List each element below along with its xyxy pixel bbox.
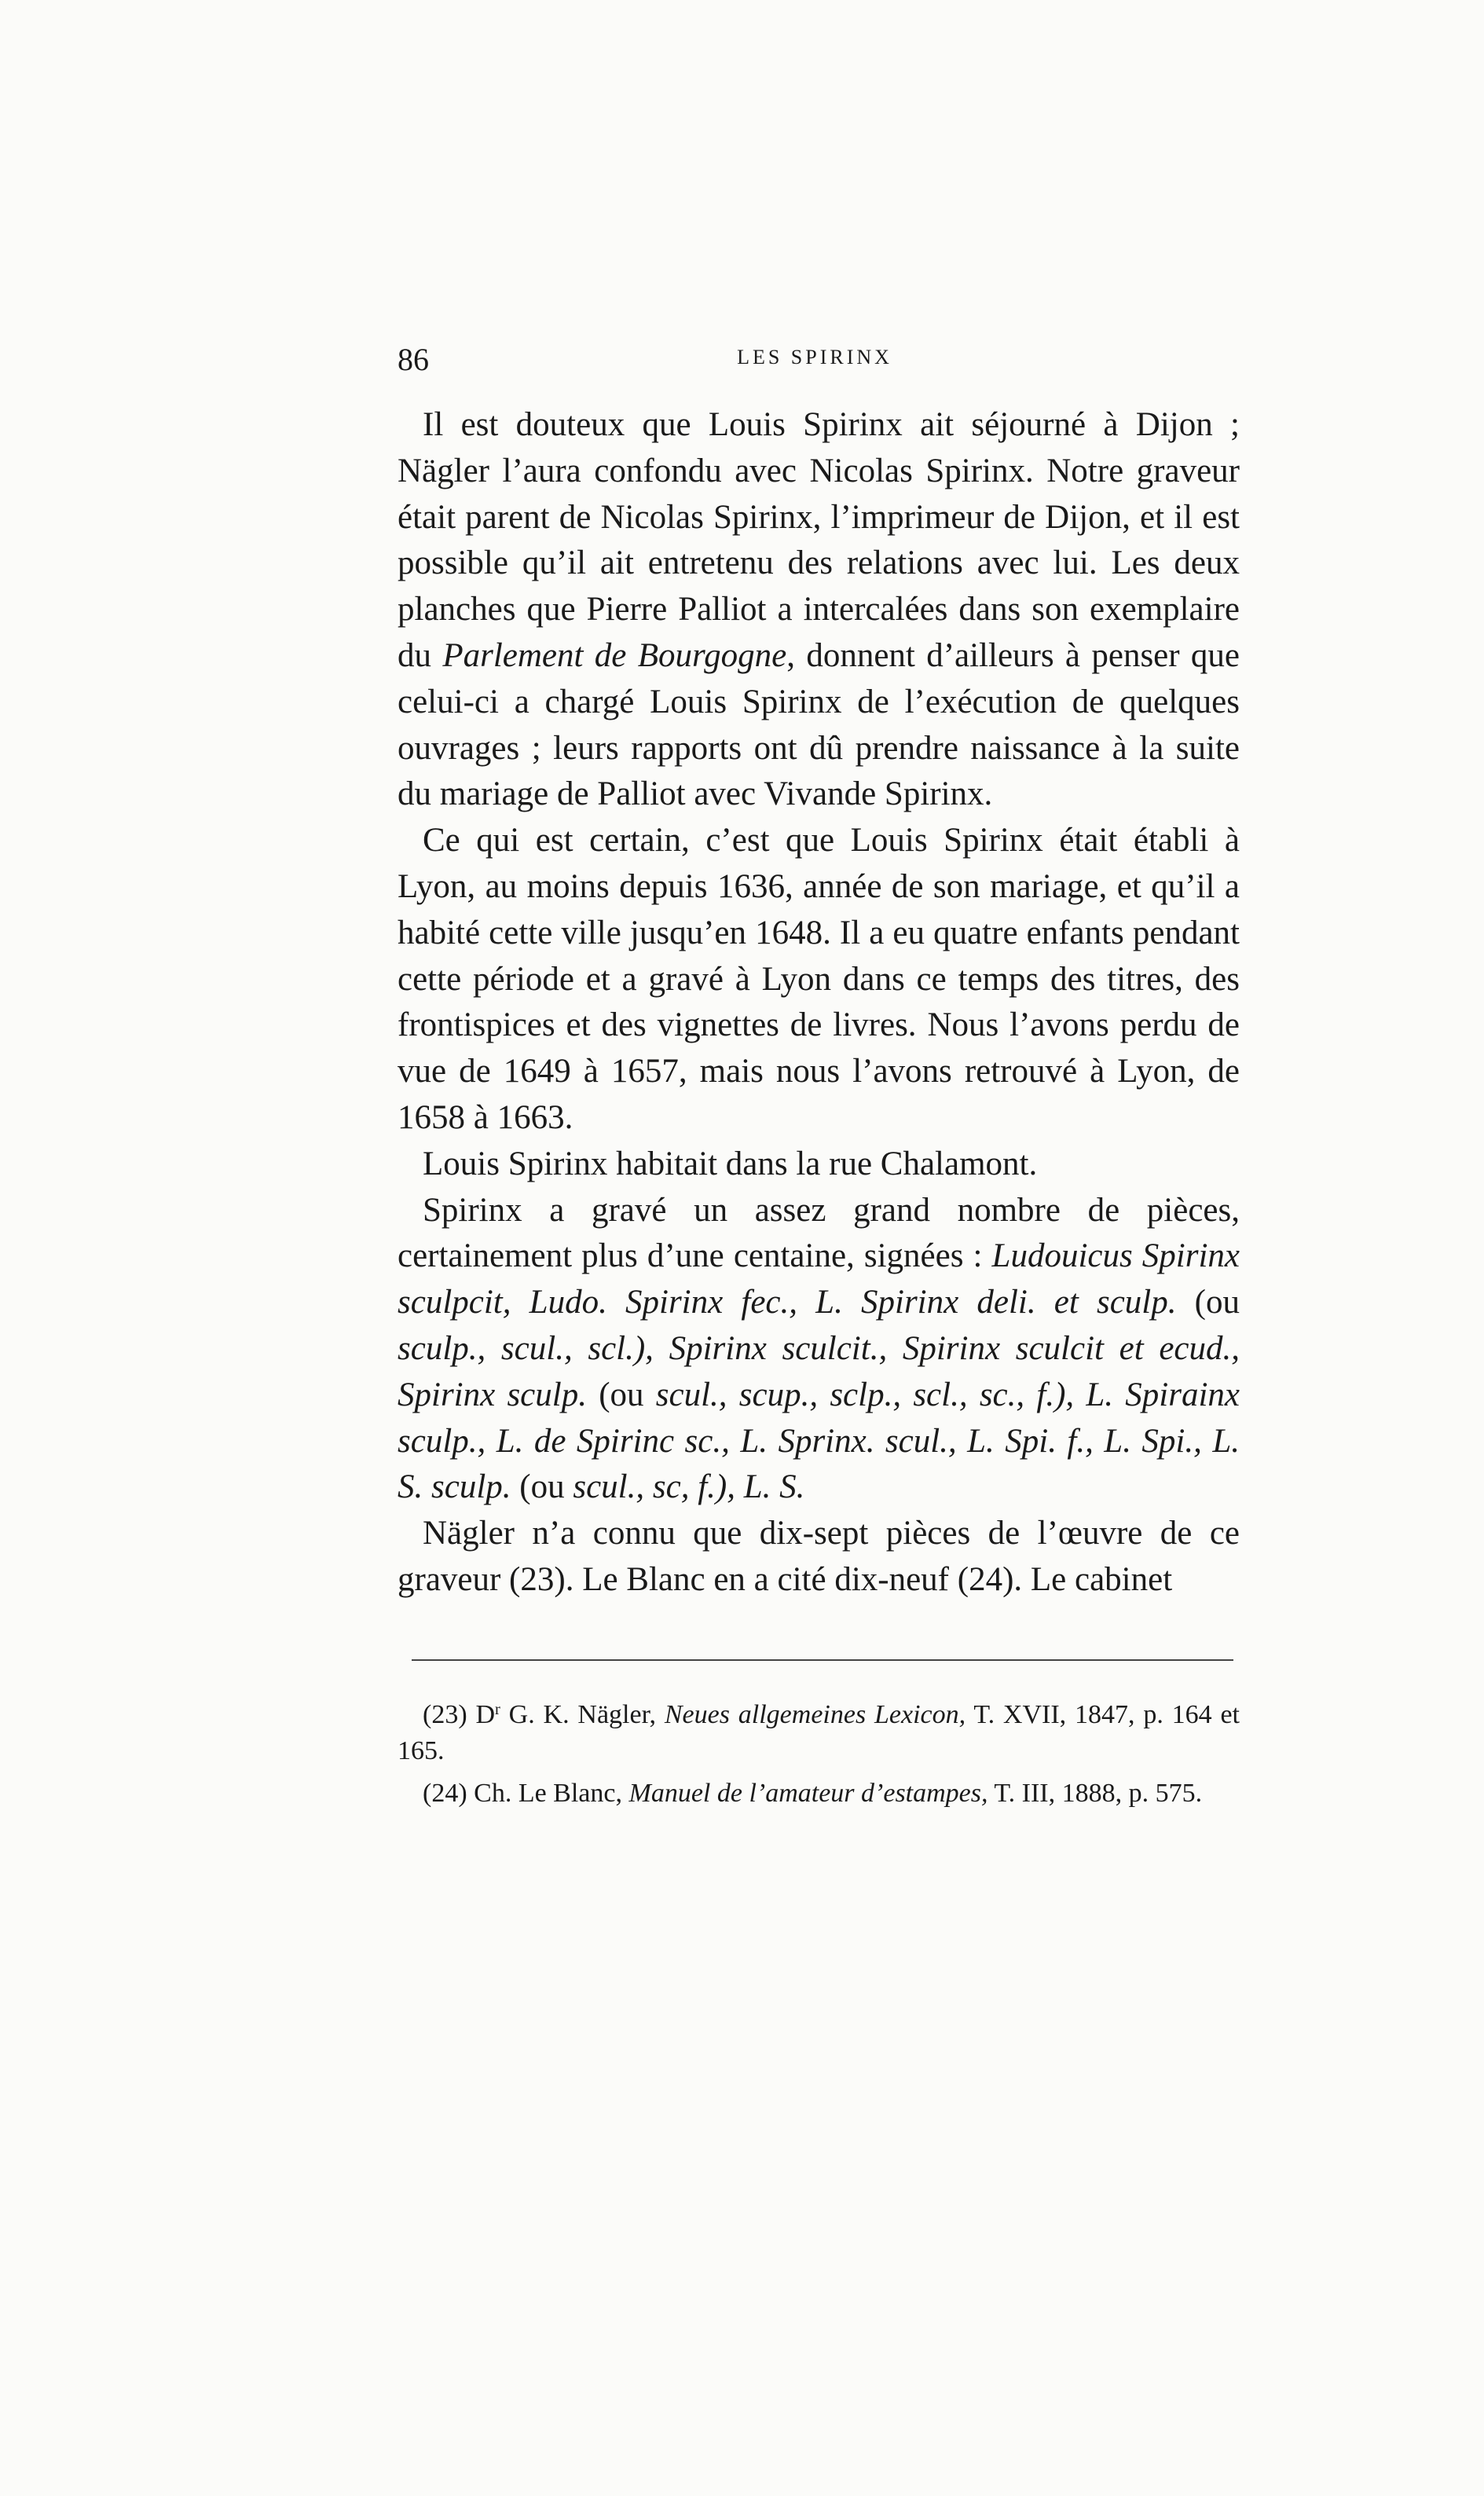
- page-number: 86: [398, 342, 429, 377]
- text-run: G. K. Nägler,: [500, 1700, 665, 1729]
- italic-text: sculp., scul., scl.), Spirinx sculcit., Spirinx sculcit et ecud., Spirinx sculp.: [398, 1329, 1240, 1413]
- footnote: [398, 1776, 1240, 1812]
- text-run: T. XVII, 1847, p. 164 et 165.: [398, 1700, 1240, 1765]
- text-run: (23) D: [423, 1700, 496, 1729]
- text-run: (ou: [511, 1468, 573, 1506]
- paragraph: [398, 1511, 1240, 1604]
- paragraph: [398, 402, 1240, 818]
- text-run: Ce qui est certain, c’est que Louis Spirinx était établi à Lyon, au moins depuis 1636, année de son mariage, et qu’il a habité cette ville jusqu’en 1648. Il a eu quatre enfants pendant cette période et a gravé à Lyon dans ce temps des titres, des frontispices et des vignettes de livres. Nous l’avons perdu de vue de 1649 à 1657, mais nous l’avons retrouvé à Lyon, de 1658 à 1663.: [398, 822, 1240, 1136]
- text-run: (ou: [586, 1376, 656, 1413]
- footnote: [398, 1697, 1240, 1769]
- running-title: LES SPIRINX: [737, 346, 892, 368]
- superscript-text: r: [495, 1700, 500, 1718]
- text-run: Louis Spirinx habitait dans la rue Chalamont.: [423, 1145, 1038, 1182]
- text-run: Il est douteux que Louis Spirinx ait séjourné à Dijon ; Nägler l’aura confondu avec Nicolas Spirinx. Notre graveur était parent de Nicolas Spirinx, l’imprimeur de Dijon, et il est possible qu’il ait entretenu des relations avec lui. Les deux planches que Pierre Palliot a intercalées dans son exemplaire du: [398, 406, 1240, 674]
- paragraph: [398, 1142, 1240, 1188]
- text-run: Spirinx a gravé un assez grand nombre de pièces, certainement plus d’une centaine, signées :: [398, 1191, 1240, 1275]
- italic-text: scul., scup., sclp., scl., sc., f.), L. Spirainx sculp., L. de Spirinc sc., L. Sprinx. scul., L. Spi. f., L. Spi., L. S. sculp.: [398, 1376, 1240, 1506]
- footnote-separator: [412, 1659, 1233, 1661]
- text-run: Nägler n’a connu que dix-sept pièces de l’œuvre de ce graveur (23). Le Blanc en a cité dix-neuf (24). Le cabinet: [398, 1515, 1240, 1598]
- italic-text: Manuel de l’amateur d’estampes,: [628, 1779, 988, 1808]
- main-text: [398, 402, 1240, 1604]
- text-run: (ou: [1176, 1284, 1240, 1321]
- paragraph: [398, 818, 1240, 1142]
- page-header: [398, 341, 1232, 388]
- text-run: , donnent d’ailleurs à penser que celui-ci a chargé Louis Spirinx de l’exécution de quelques ouvrages ; leurs rapports ont dû prendre naissance à la suite du mariage de Palliot avec Vivande Spirinx.: [398, 636, 1240, 813]
- footnotes: [398, 1697, 1240, 1818]
- text-run: (24) Ch. Le Blanc,: [423, 1779, 629, 1808]
- italic-text: Ludouicus Spirinx sculpcit, Ludo. Spirinx fec., L. Spirinx deli. et sculp.: [398, 1237, 1240, 1321]
- italic-text: Parlement de Bourgogne: [442, 636, 787, 674]
- italic-text: Neues allgemeines Lexicon,: [664, 1700, 966, 1729]
- paragraph: [398, 1188, 1240, 1512]
- italic-text: scul., sc, f.), L. S.: [573, 1468, 805, 1506]
- text-run: T. III, 1888, p. 575.: [988, 1779, 1203, 1808]
